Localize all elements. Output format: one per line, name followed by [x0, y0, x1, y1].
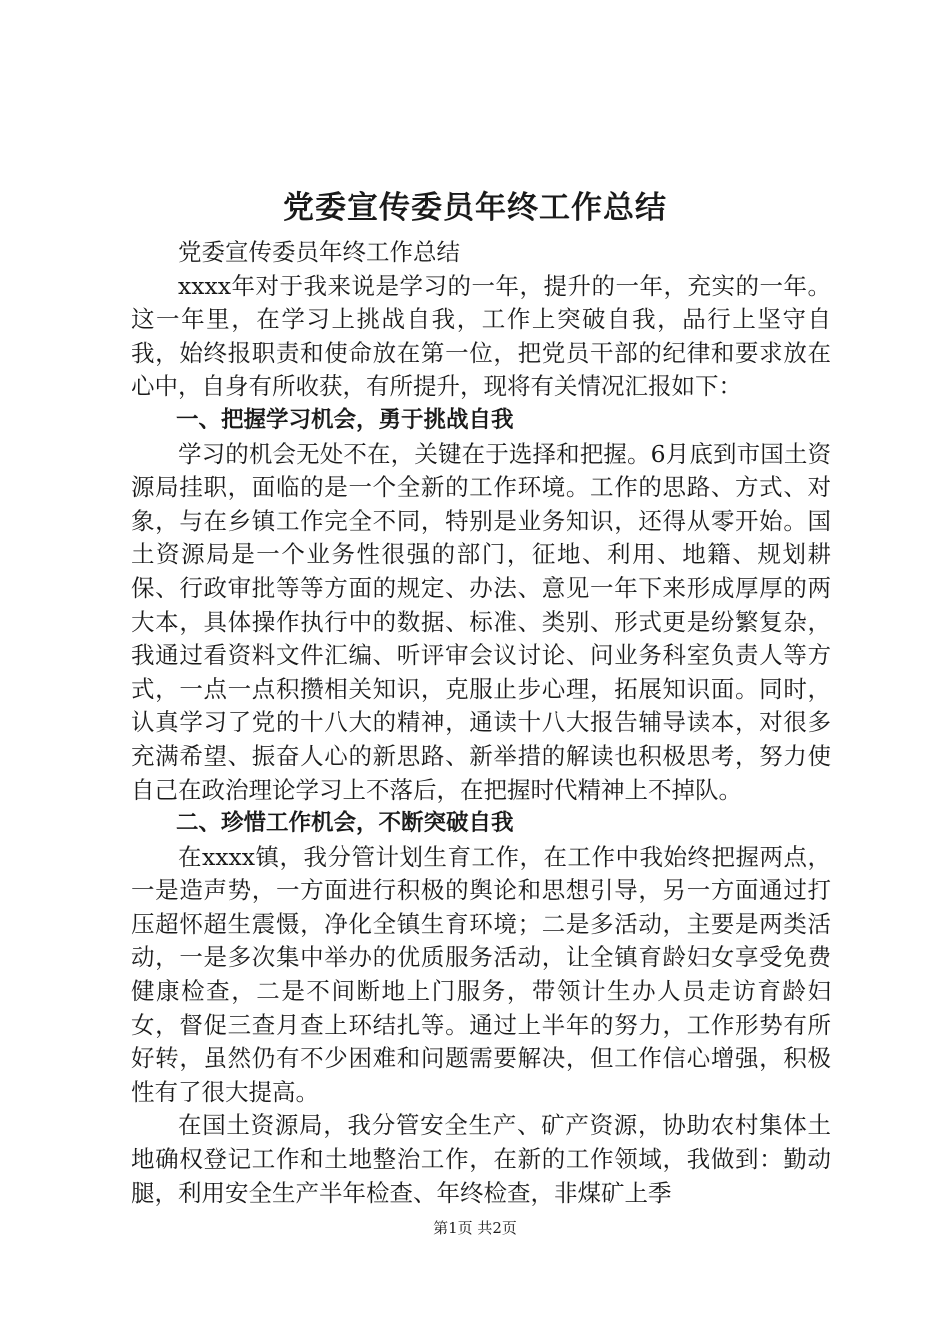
page-number-footer: 第1页 共2页: [433, 1219, 517, 1237]
paragraph-subtitle: 党委宣传委员年终工作总结: [178, 238, 460, 266]
page-title: 党委宣传委员年终工作总结: [283, 190, 667, 226]
paragraph-intro: xxxx年对于我来说是学习的一年，提升的一年，充实的一年。这一年里，在学习上挑战自我，工作上突破自我，品行上坚守自我，始终报职责和使命放在第一位，把党员干部的纪律和要求放在心中，自身有所收获，有所提升，现将有关情况汇报如下：: [131, 271, 831, 401]
paragraph-section-2a: 在xxxx镇，我分管计划生育工作，在工作中我始终把握两点，一是造声势，一方面进行积极的舆论和思想引导，另一方面通过打压超怀超生震慑，净化全镇生育环境；二是多活动，主要是两类活动，一是多次集中举办的优质服务活动，让全镇育龄妇女享受免费健康检查，二是不间断地上门服务，带领计生办人员走访育龄妇女，督促三查月查上环结扎等。通过上半年的努力，工作形势有所好转，虽然仍有不少困难和问题需要解决，但工作信心增强，积极性有了很大提高。: [131, 842, 831, 1106]
document-body: [131, 236, 831, 1210]
paragraph-section-1: 学习的机会无处不在，关键在于选择和把握。6月底到市国土资源局挂职，面临的是一个全新的工作环境。工作的思路、方式、对象，与在乡镇工作完全不同，特别是业务知识，还得从零开始。国土资源局是一个业务性很强的部门，征地、利用、地籍、规划耕保、行政审批等等方面的规定、办法、意见一年下来形成厚厚的两大本，具体操作执行中的数据、标准、类别、形式更是纷繁复杂，我通过看资料文件汇编、听评审会议讨论、问业务科室负责人等方式，一点一点积攒相关知识，克服止步心理，拓展知识面。同时，认真学习了党的十八大的精神，通读十八大报告辅导读本，对很多充满希望、振奋人心的新思路、新举措的解读也积极思考，努力使自己在政治理论学习上不落后，在把握时代精神上不掉队。: [131, 439, 831, 804]
paragraph-section-2b: 在国土资源局，我分管安全生产、矿产资源，协助农村集体土地确权登记工作和土地整治工作，在新的工作领域，我做到：勤动腿，利用安全生产半年检查、年终检查，非煤矿上季: [131, 1111, 831, 1207]
section-heading-1: 一、把握学习机会，勇于挑战自我: [176, 406, 514, 433]
section-heading-2: 二、珍惜工作机会，不断突破自我: [176, 810, 514, 837]
